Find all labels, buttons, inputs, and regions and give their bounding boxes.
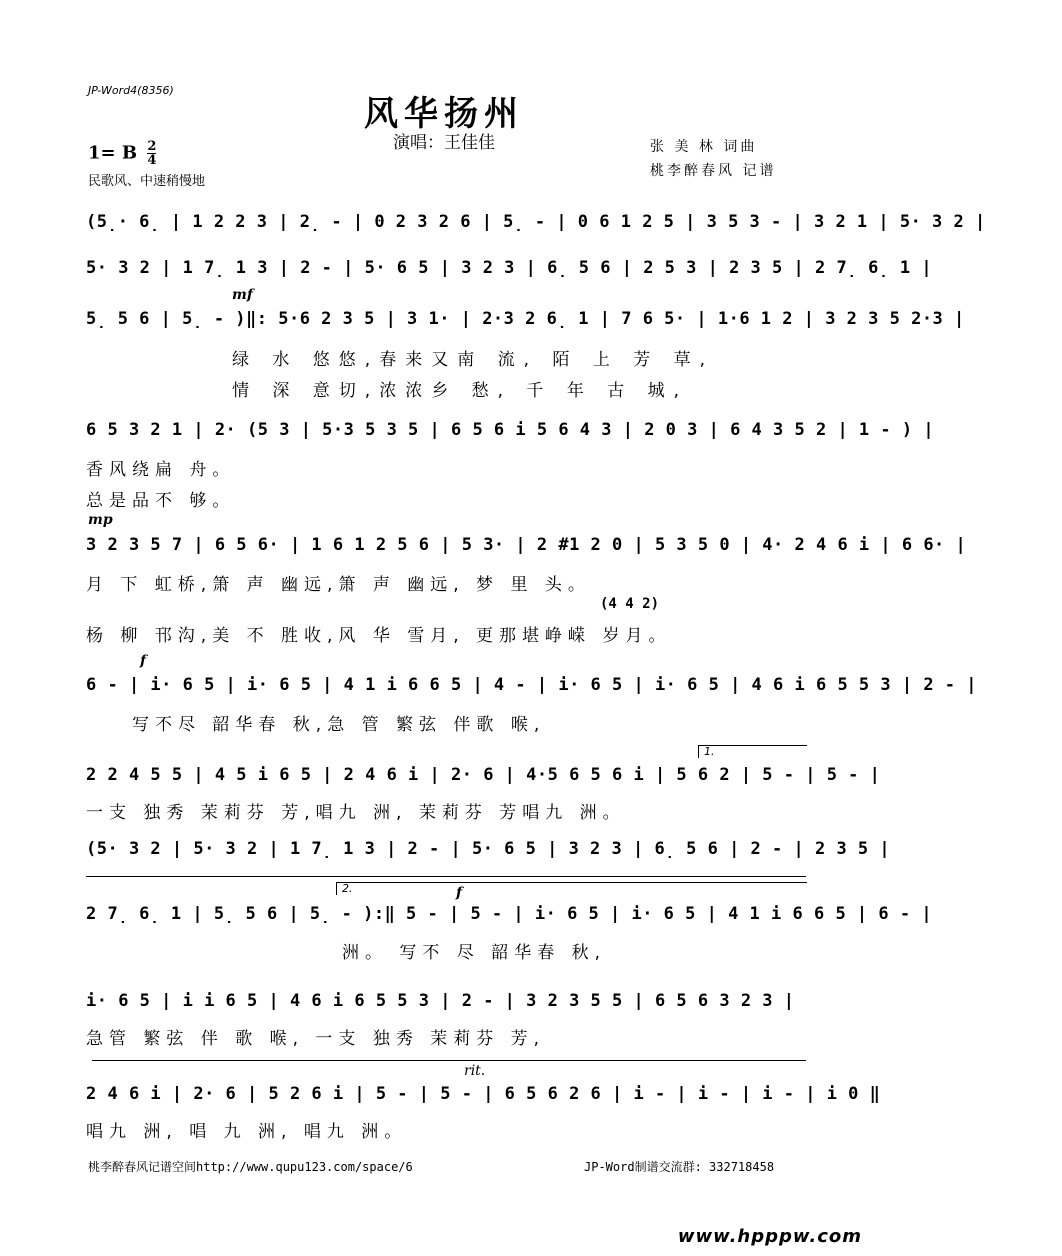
volta-label-1: 1. bbox=[704, 745, 715, 758]
time-sig-top: 2 bbox=[147, 139, 157, 154]
transcriber: 桃李醉春风 记谱 bbox=[650, 163, 777, 179]
singer-credit: 演唱：王佳佳 bbox=[393, 133, 495, 153]
section-divider bbox=[92, 1060, 806, 1061]
watermark-logo: www.hpppw.com bbox=[677, 1226, 862, 1247]
lyric-line-5-verse-1: 月 下 虹桥,箫 声 幽远,箫 声 幽远, 梦 里 头。 bbox=[86, 575, 591, 595]
staff-line-1: (5̣· 6̣ | 1 2 2 3 | 2̣ - | 0 2 3 2 6 | 5̣ - | 0 6 1 2 5 | 3 5 3 - | 3 2 1 | 5· 3 2 | bbox=[86, 212, 986, 232]
lyric-line-6: 写不尽 韶华春 秋,急 管 繁弦 伴歌 喉, bbox=[132, 715, 546, 735]
footer-source-link: 桃李醉春风记谱空间http://www.qupu123.com/space/6 bbox=[88, 1160, 413, 1174]
lyric-line-3-verse-1: 绿 水 悠悠,春来又南 流, 陌 上 芳 草, bbox=[232, 350, 715, 370]
time-signature bbox=[147, 140, 156, 167]
tempo-marking: 民歌风、中速稍慢地 bbox=[88, 174, 206, 189]
dynamic-mf: mf bbox=[232, 287, 253, 303]
lyric-line-7: 一支 独秀 茉莉芬 芳,唱九 洲, 茉莉芬 芳唱九 洲。 bbox=[86, 803, 626, 823]
dynamic-f: f bbox=[140, 653, 147, 669]
lyric-line-3-verse-2: 情 深 意切,浓浓乡 愁, 千 年 古 城, bbox=[232, 381, 689, 401]
lyric-line-4-verse-2: 总是品不 够。 bbox=[86, 491, 236, 511]
software-label: JP-Word4(8356) bbox=[88, 84, 174, 97]
staff-line-10: i· 6 5 | i i 6 5 | 4 6 i 6 5 5 3 | 2 - | 3 2 3 5 5 | 6 5 6 3 2 3 | bbox=[86, 991, 795, 1011]
section-divider bbox=[86, 876, 806, 877]
lyric-line-9: 洲。 写不 尽 韶华春 秋, bbox=[342, 943, 607, 963]
key-signature bbox=[88, 140, 156, 167]
lyric-line-4-verse-1: 香风绕扁 舟。 bbox=[86, 460, 236, 480]
lyricist-composer: 张 美 林 词曲 bbox=[650, 139, 758, 155]
time-sig-bottom: 4 bbox=[147, 153, 157, 168]
staff-line-9: 2 7̣ 6̣ 1 | 5̣ 5 6 | 5̣ - ):‖ 5 - | 5 - | i· 6 5 | i· 6 5 | 4 1 i 6 6 5 | 6 - | bbox=[86, 904, 933, 924]
staff-line-5: 3 2 3 5 7 | 6 5 6· | 1 6 1 2 5 6 | 5 3· | 2 #1 2 0 | 5 3 5 0 | 4· 2 4 6 i | 6 6· | bbox=[86, 535, 967, 555]
ritardando-marking: rit. bbox=[464, 1063, 486, 1079]
lyric-line-10: 急管 繁弦 伴 歌 喉, 一支 独秀 茉莉芬 芳, bbox=[86, 1029, 546, 1049]
volta-label-2: 2. bbox=[342, 882, 353, 895]
alternate-notes: (4 4 2) bbox=[600, 596, 660, 612]
dynamic-mp: mp bbox=[88, 512, 113, 528]
footer-group-number: JP-Word制谱交流群: 332718458 bbox=[584, 1160, 775, 1174]
song-title: 风华扬州 bbox=[364, 94, 524, 134]
staff-line-6: 6 - | i· 6 5 | i· 6 5 | 4 1 i 6 6 5 | 4 - | i· 6 5 | i· 6 5 | 4 6 i 6 5 5 3 | 2 - | bbox=[86, 675, 977, 695]
volta-bracket-2 bbox=[336, 882, 807, 895]
staff-line-4: 6 5 3 2 1 | 2· (5 3 | 5·3 5 3 5 | 6 5 6 i 5 6 4 3 | 2 0 3 | 6 4 3 5 2 | 1 - ) | bbox=[86, 420, 935, 440]
dynamic-f: f bbox=[456, 885, 463, 901]
lyric-line-5-verse-2: 杨 柳 邗沟,美 不 胜收,风 华 雪月, 更那堪峥嵘 岁月。 bbox=[86, 626, 672, 646]
lyric-line-11: 唱九 洲, 唱 九 洲, 唱九 洲。 bbox=[86, 1122, 408, 1142]
staff-line-7: 2 2 4 5 5 | 4 5 i 6 5 | 2 4 6 i | 2· 6 | 4·5 6 5 6 i | 5 6 2 | 5 - | 5 - | bbox=[86, 765, 881, 785]
staff-line-8: (5· 3 2 | 5· 3 2 | 1 7̣ 1 3 | 2 - | 5· 6 5 | 3 2 3 | 6̣ 5 6 | 2 - | 2 3 5 | bbox=[86, 839, 891, 859]
staff-line-2: 5· 3 2 | 1 7̣ 1 3 | 2 - | 5· 6 5 | 3 2 3 | 6̣ 5 6 | 2 5 3 | 2 3 5 | 2 7̣ 6̣ 1 | bbox=[86, 258, 933, 278]
key-text: 1= B bbox=[88, 142, 138, 164]
staff-line-11: 2 4 6 i | 2· 6 | 5 2 6 i | 5 - | 5 - | 6 5 6 2 6 | i - | i - | i - | i 0 ‖ bbox=[86, 1084, 881, 1104]
staff-line-3: 5̣ 5 6 | 5̣ - )‖: 5·6 2 3 5 | 3 1· | 2·3 2 6̣ 1 | 7 6 5· | 1·6 1 2 | 3 2 3 5 2·3 | bbox=[86, 309, 965, 329]
